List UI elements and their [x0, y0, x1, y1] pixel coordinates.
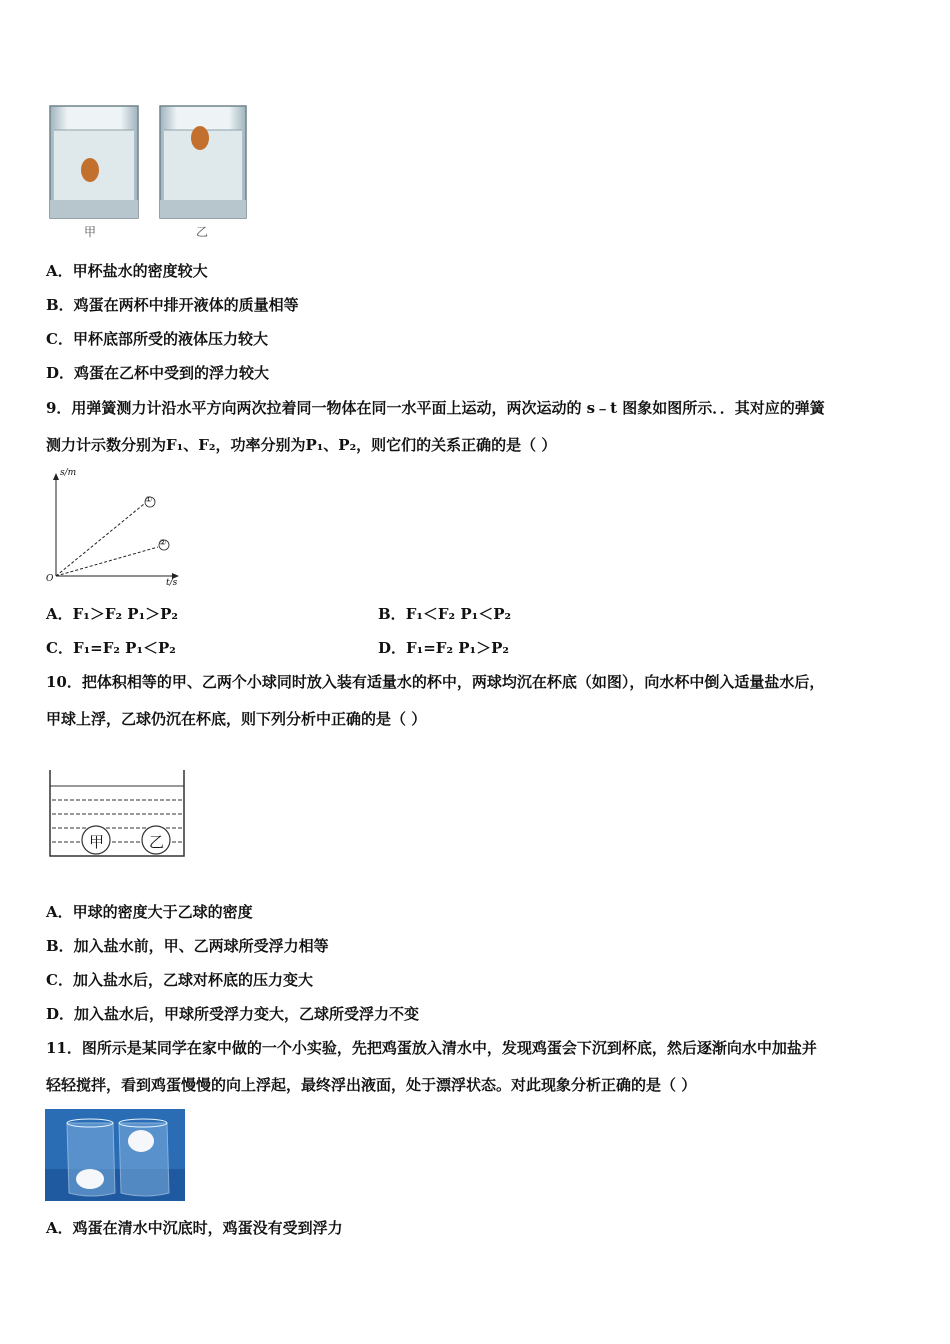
q11-photo: [45, 1109, 185, 1201]
line-1: [56, 504, 144, 576]
q8-option-c: C．甲杯底部所受的液体压力较大: [46, 330, 268, 348]
ball-b-label: 乙: [149, 833, 165, 851]
q10-option-c: C．加入盐水后，乙球对杯底的压力变大: [46, 971, 313, 989]
q9-option-c: C．F₁=F₂ P₁＜P₂: [46, 639, 176, 657]
q10-option-a: A．甲球的密度大于乙球的密度: [46, 903, 253, 921]
q9-option-a-text: F₁＞F₂ P₁＞P₂: [72, 605, 178, 623]
q9-option-d: D．F₁=F₂ P₁＞P₂: [378, 639, 509, 657]
q9-option-a: A．F₁＞F₂ P₁＞P₂: [46, 605, 178, 623]
q8-figure: [46, 100, 256, 245]
egg-floating: [128, 1130, 154, 1152]
q9-option-b-text: F₁＜F₂ P₁＜P₂: [405, 605, 512, 623]
egg-cups-figure: [46, 100, 256, 245]
egg-sunk: [76, 1169, 104, 1189]
q9-option-d-text: F₁=F₂ P₁＞P₂: [406, 639, 509, 657]
cup-a-label: 甲: [84, 225, 97, 239]
q9-option-b: B．F₁＜F₂ P₁＜P₂: [378, 605, 512, 623]
y-axis-label: s/m: [60, 468, 77, 478]
q10-option-d: D．加入盐水后，甲球所受浮力变大，乙球所受浮力不变: [46, 1005, 420, 1023]
q10-stem-line2: 甲球上浮，乙球仍沉在杯底，则下列分析中正确的是（ ）: [46, 710, 427, 728]
cup-b-label: 乙: [196, 225, 209, 239]
q8-option-d: D．鸡蛋在乙杯中受到的浮力较大: [46, 364, 270, 382]
q9-stem-line1: 9．用弹簧测力计沿水平方向两次拉着同一物体在同一水平面上运动，两次运动的 s﹣t 图象如图所示．．其对应的弹簧: [46, 399, 825, 417]
q8-option-a: A．甲杯盐水的密度较大: [46, 262, 208, 280]
line-2: [56, 547, 158, 576]
origin-label: O: [46, 574, 54, 584]
egg-a: [81, 158, 99, 182]
q9-st-graph: [44, 470, 184, 592]
q10-beaker-figure: [46, 768, 188, 860]
cup-a: [50, 106, 138, 218]
x-axis-label: t/s: [166, 578, 178, 588]
line-1-label: ①: [145, 495, 153, 504]
cup-b: [160, 106, 246, 218]
q9-stem-line2: 测力计示数分别为F₁、F₂，功率分别为P₁、P₂，则它们的关系正确的是（ ）: [46, 436, 557, 454]
q9-option-c-text: F₁=F₂ P₁＜P₂: [72, 639, 176, 657]
ball-a-label: 甲: [89, 833, 105, 851]
q11-option-a: A．鸡蛋在清水中沉底时，鸡蛋没有受到浮力: [46, 1219, 343, 1237]
line-2-label: ②: [159, 538, 167, 547]
q10-stem-line1: 10．把体积相等的甲、乙两个小球同时放入装有适量水的杯中，两球均沉在杯底（如图），向水杯中倒入适量盐水后，: [46, 673, 825, 691]
q8-option-b: B．鸡蛋在两杯中排开液体的质量相等: [46, 296, 299, 314]
q11-stem-line1: 11．图所示是某同学在家中做的一个小实验，先把鸡蛋放入清水中，发现鸡蛋会下沉到杯底，然后逐渐向水中加盐并: [46, 1039, 817, 1057]
q11-stem-line2: 轻轻搅拌，看到鸡蛋慢慢的向上浮起，最终浮出液面，处于漂浮状态。对此现象分析正确的是（ ）: [46, 1076, 697, 1094]
egg-b: [191, 126, 209, 150]
q10-option-b: B．加入盐水前，甲、乙两球所受浮力相等: [46, 937, 329, 955]
